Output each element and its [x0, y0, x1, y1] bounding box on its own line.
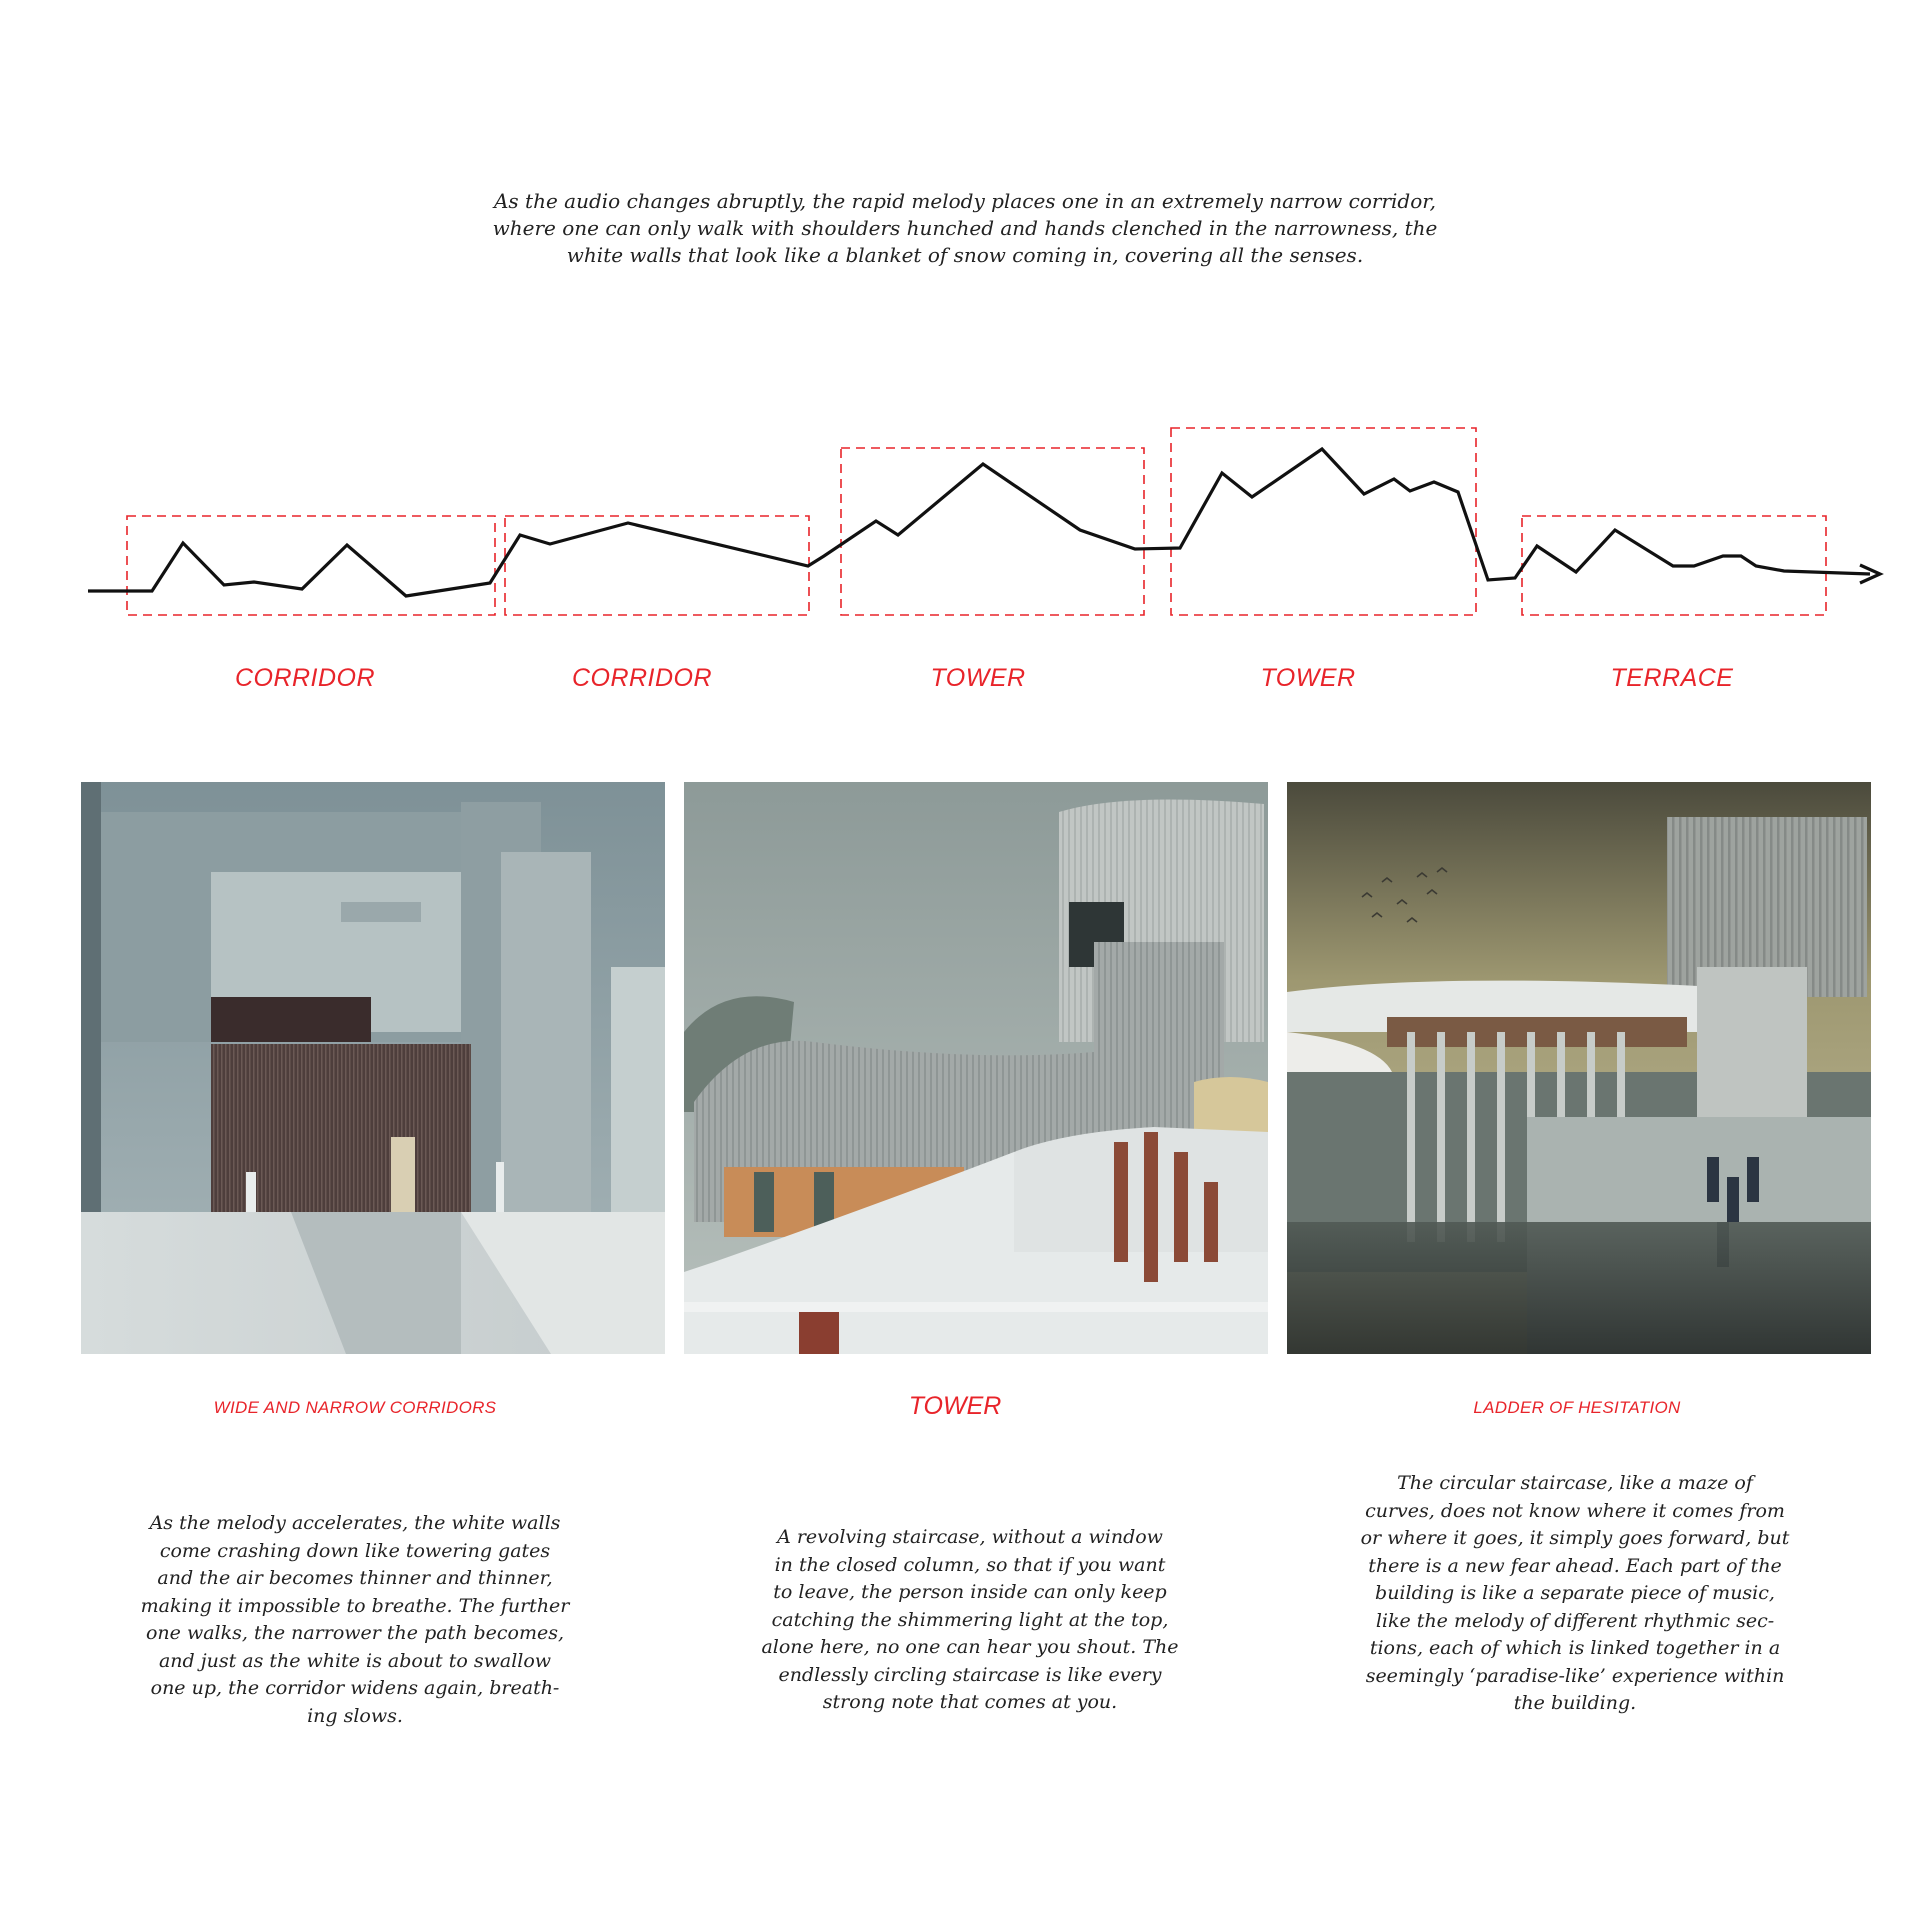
text-line: there is a new fear ahead. Each part of the [1368, 1554, 1782, 1577]
text-line: A revolving staircase, without a window [777, 1526, 1163, 1548]
ladder-render-image [1287, 782, 1871, 1354]
corridor-description [115, 1510, 595, 1730]
segment-label-corridor-1: CORRIDOR [234, 664, 376, 692]
text-line: As the melody accelerates, the white walls [149, 1512, 561, 1534]
text-line: catching the shimmering light at the top, [771, 1608, 1169, 1631]
text-line: endlessly circling staircase is like every [778, 1663, 1162, 1686]
text-line: to leave, the person inside can only keep [773, 1581, 1167, 1603]
tower-render-image [684, 782, 1268, 1354]
text-line: alone here, no one can hear you shout. The [761, 1636, 1179, 1658]
tower-description [730, 1524, 1210, 1717]
text-line: ing slows. [307, 1704, 403, 1727]
melody-line [88, 449, 1870, 596]
text-line: in the closed column, so that if you want [774, 1553, 1166, 1576]
ladder-description [1330, 1470, 1820, 1718]
caption-corridors: WIDE AND NARROW CORRIDORS [213, 1398, 497, 1417]
segment-box-corridor-1 [127, 516, 495, 615]
text-line: strong note that comes at you. [822, 1691, 1118, 1713]
text-line: curves, does not know where it comes from [1365, 1499, 1785, 1522]
segment-box-tower-2 [1171, 428, 1476, 615]
text-line: like the melody of different rhythmic sec- [1375, 1609, 1775, 1632]
text-line: and just as the white is about to swallow [158, 1649, 552, 1672]
caption-tower: TOWER [908, 1392, 1002, 1420]
text-line: come crashing down like towering gates [159, 1539, 551, 1562]
intro-paragraph [420, 188, 1510, 269]
segment-label-terrace: TERRACE [1610, 664, 1734, 692]
rhythm-diagram [0, 400, 1920, 660]
text-line: making it impossible to breathe. The further [140, 1594, 570, 1617]
corridor-render-image [81, 782, 665, 1354]
segment-box-tower-1 [841, 448, 1144, 615]
text-line: or where it goes, it simply goes forward, but [1360, 1527, 1790, 1549]
text-line: and the air becomes thinner and thinner, [157, 1567, 553, 1589]
intro-line: As the audio changes abruptly, the rapid melody places one in an extremely narrow corridor, [493, 189, 1436, 213]
text-line: The circular staircase, like a maze of [1397, 1472, 1753, 1494]
text-line: tions, each of which is linked together in a [1369, 1637, 1781, 1659]
intro-line: white walls that look like a blanket of snow coming in, covering all the senses. [566, 243, 1364, 267]
text-line: seemingly ‘paradise-like’ experience within [1365, 1664, 1785, 1687]
segment-label-corridor-2: CORRIDOR [571, 664, 713, 692]
text-line: building is like a separate piece of music, [1375, 1582, 1775, 1604]
segment-label-tower-2: TOWER [1260, 664, 1356, 692]
segment-label-tower-1: TOWER [930, 664, 1026, 692]
text-line: one walks, the narrower the path becomes, [145, 1622, 565, 1644]
text-line: one up, the corridor widens again, breath- [150, 1677, 560, 1699]
caption-ladder: LADDER OF HESITATION [1473, 1398, 1681, 1417]
text-line: the building. [1513, 1692, 1637, 1714]
intro-line: where one can only walk with shoulders hunched and hands clenched in the narrowness, the [492, 216, 1438, 240]
